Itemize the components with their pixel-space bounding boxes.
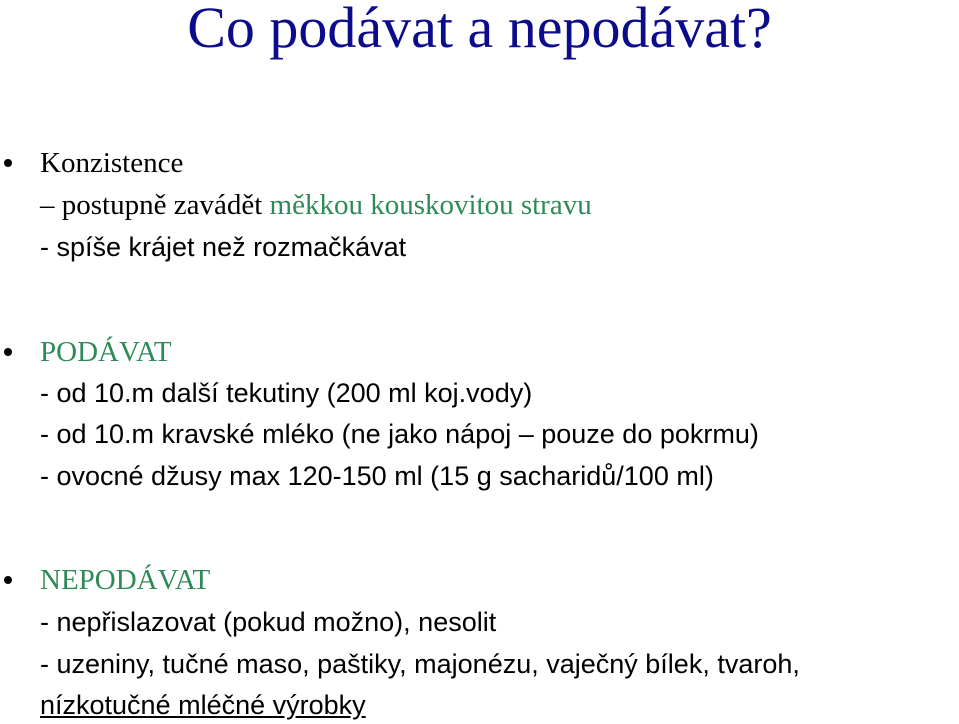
section-line: nízkotučné mléčné výrobky (40, 690, 366, 720)
bullet-icon (4, 159, 12, 167)
bullet-icon (4, 348, 12, 356)
section-line: - nepřislazovat (pokud možno), nesolit (40, 607, 497, 637)
section-heading: NEPODÁVAT (40, 564, 211, 596)
slide-title: Co podávat a nepodávat? (187, 0, 772, 60)
section-line: - od 10.m další tekutiny (200 ml koj.vody) (40, 378, 533, 408)
section-line: - od 10.m kravské mléko (ne jako nápoj – pouze do pokrmu) (40, 419, 759, 449)
bullet-icon (4, 576, 12, 584)
section-line: - spíše krájet než rozmačkávat (40, 232, 407, 262)
section-heading: Konzistence (40, 147, 184, 179)
section-line: - uzeniny, tučné maso, paštiky, majonézu, vaječný bílek, tvaroh, (40, 649, 800, 679)
section-heading: PODÁVAT (40, 336, 172, 368)
highlighted-text: měkkou kouskovitou stravu (269, 189, 592, 221)
section-line (40, 188, 592, 222)
section-line: - ovocné džusy max 120-150 ml (15 g sacharidů/100 ml) (40, 461, 714, 491)
line-prefix: – postupně zavádět (40, 189, 270, 221)
